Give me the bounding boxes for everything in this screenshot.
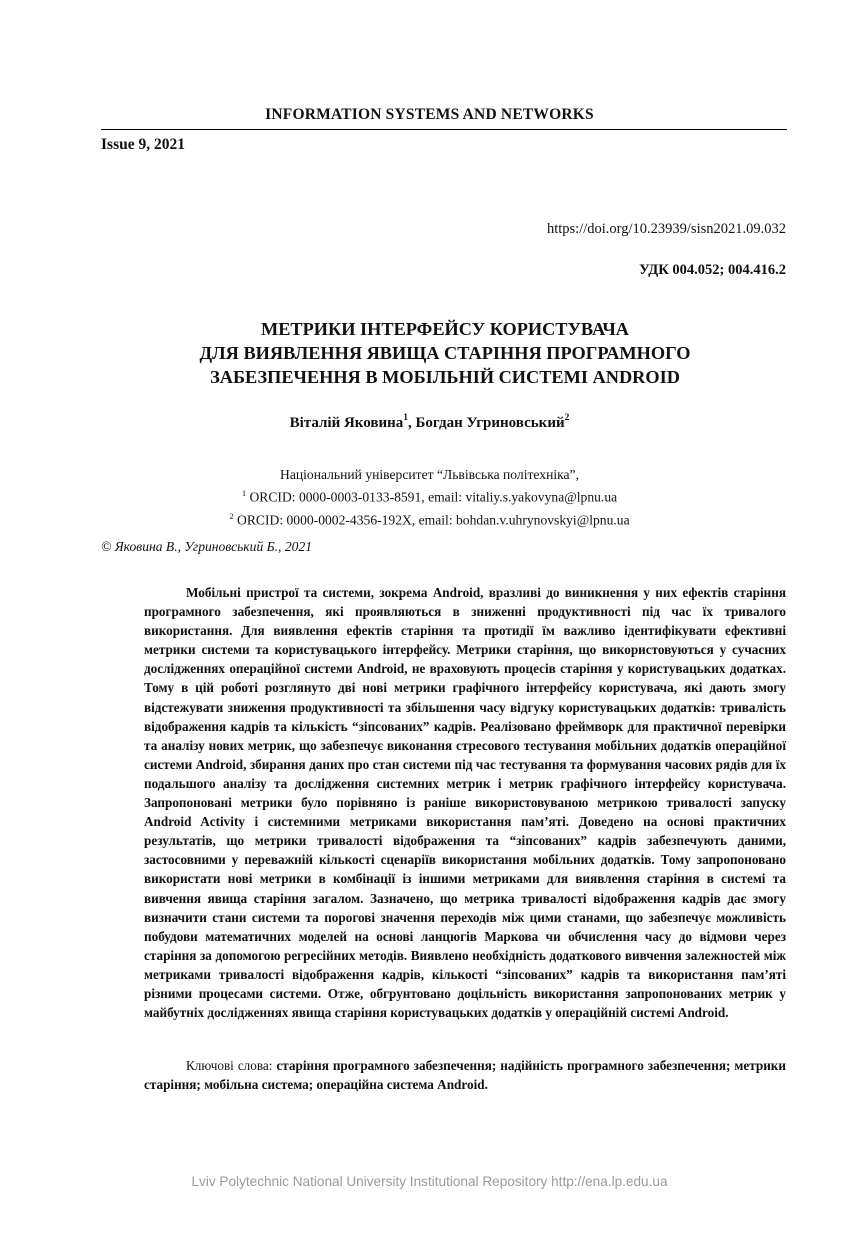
orcid-line xyxy=(0,507,859,530)
orcid-mark: 1 xyxy=(241,488,247,498)
author-name: Богдан Угриновський xyxy=(415,415,565,431)
title-line: МЕТРИКИ ІНТЕРФЕЙСУ КОРИСТУВАЧА xyxy=(260,319,629,339)
author-affiliation-mark: 1 xyxy=(403,413,408,423)
orcid-email-2[interactable]: ORCID: 0000-0002-4356-192X, email: bohdan.v.uhrynovskyi@lpnu.ua xyxy=(233,512,630,528)
journal-name: INFORMATION SYSTEMS AND NETWORKS xyxy=(265,106,594,123)
orcid-mark: 2 xyxy=(229,510,234,521)
author-name: Віталій Яковина xyxy=(289,415,404,431)
title-line: ЗАБЕЗПЕЧЕННЯ В МОБІЛЬНІЙ СИСТЕМІ ANDROID xyxy=(210,367,680,387)
orcid-email-1[interactable]: ORCID: 0000-0003-0133-8591, email: vitaliy.s.yakovyna@lpnu.ua xyxy=(246,489,618,505)
affiliation-block xyxy=(0,465,859,529)
doi-link[interactable]: https://doi.org/10.23939/sisn2021.09.032 xyxy=(546,221,786,237)
keywords-text: старіння програмного забезпечення; надійність програмного забезпечення; метрики старіння; мобільна система; операційна система Android. xyxy=(144,1058,786,1093)
repository-footer[interactable]: Lviv Polytechnic National University Institutional Repository http://ena.lp.edu.ua xyxy=(191,1174,668,1189)
paper-title xyxy=(100,317,790,389)
orcid-line xyxy=(0,484,859,507)
header-rule xyxy=(101,129,787,130)
keywords-label: Ключові слова: xyxy=(186,1058,277,1073)
title-line: ДЛЯ ВИЯВЛЕННЯ ЯВИЩА СТАРІННЯ ПРОГРАМНОГО xyxy=(199,343,691,363)
issue-label: Issue 9, 2021 xyxy=(101,136,185,153)
university-name: Національний університет “Львівська політехніка”, xyxy=(280,467,579,482)
author-list xyxy=(0,414,859,432)
author-affiliation-mark: 2 xyxy=(564,413,570,423)
copyright-notice: © Яковина В., Угриновський Б., 2021 xyxy=(101,539,313,554)
keywords-block xyxy=(144,1056,786,1094)
author-separator: , xyxy=(408,415,416,431)
abstract-text: Мобільні пристрої та системи, зокрема Android, вразливі до виникнення у них ефектів старіння програмного забезпечення, які проявляються в зниженні продуктивності під час їх тривалого використання. Для виявлення ефектів старіння та протидії їм важливо ідентифікувати ефективні метрики системи та користувацького інтерфейсу. Метрики старіння, що використовуються у сучасних дослідженнях операційної системи Android, не враховують процесів старіння у користувацьких додатках. Тому в цій роботі розглянуто дві нові метрики графічного інтерфейсу користувача, які дають змогу відстежувати зниження продуктивності та збільшення часу відгуку користувацьких додатків: тривалість відображення кадрів та кількість “зіпсованих” кадрів. Реалізовано фреймворк для практичної перевірки та аналізу нових метрик, що забезпечує виконання стресового тестування мобільних додатків операційної системи Android, збирання даних про стан системи під час тестування та формування часових рядів для їх подальшого аналізу та дослідження системних метрик і метрик графічного інтерфейсу користувача. Запропоновані метрики було порівняно із раніше використовуваною метрикою тривалості запуску Android Activity і системними метриками використання пам’яті. Доведено на основі практичних результатів, що метрики тривалості відображення та “зіпсованих” кадрів забезпечують даними, застосовними у переважній кількості сценаріїв використання мобільних додатків. Тому запропоновано використати нові метрики в комбінації із іншими метриками для виявлення старіння в системі та вивчення явища старіння загалом. Зазначено, що метрика тривалості відображення кадрів дає змогу визначити стани системи та порогові значення переходів між цими станами, що забезпечує можливість побудови математичних моделей на основі ланцюгів Маркова чи обчислення часу до відмови через старіння за допомогою регресійних методів. Виявлено необхідність додаткового вивчення залежностей між метриками тривалості відображення кадрів, кількості “зіпсованих” кадрів та використання пам’яті різними процесами системи. Отже, обгрунтовано доцільність використання запропонованих метрик у майбутніх дослідженнях явища старіння користувацьких додатків у операційній системі Android. xyxy=(144,585,786,1021)
udk-code: УДК 004.052; 004.416.2 xyxy=(639,262,786,278)
